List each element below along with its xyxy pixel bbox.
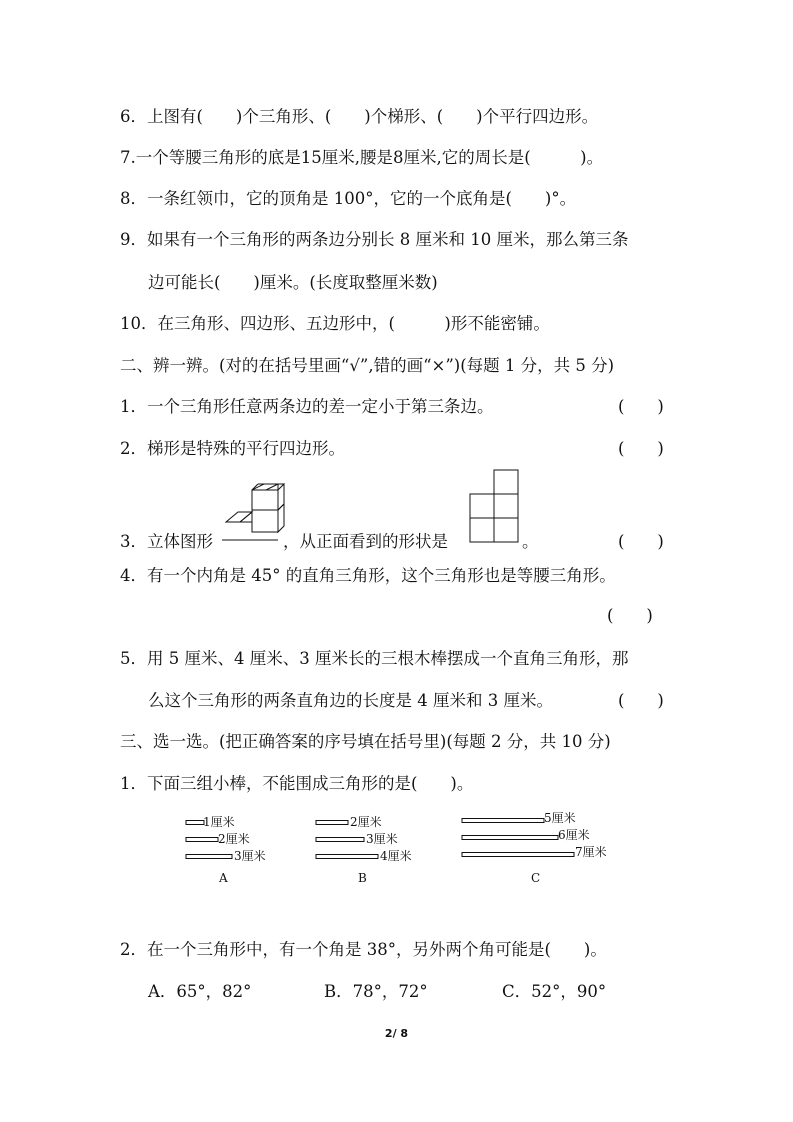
s2-q3-text-part3: 。 [522, 532, 539, 551]
section2-heading: 二、辨一辨。(对的在括号里画“√”,错的画“×”)(每题 1 分，共 5 分) [120, 356, 615, 375]
stick-c3 [462, 852, 578, 858]
stick-a2-label: 2厘米 [218, 832, 250, 846]
stick-c1-label: 5厘米 [544, 811, 576, 825]
q10-text: 10．在三角形、四边形、五边形中，( )形不能密铺。 [120, 314, 550, 333]
stick-group-a-label: A [219, 871, 228, 885]
stick-a3-label: 3厘米 [234, 849, 266, 863]
s2-q2-text: 2．梯形是特殊的平行四边形。 [120, 439, 345, 458]
s2-q1-text: 1．一个三角形任意两条边的差一定小于第三条边。 [120, 397, 494, 416]
q8-text: 8．一条红领巾，它的顶角是 100°，它的一个底角是( )°。 [120, 189, 577, 208]
s2-q5-text-line1: 5．用 5 厘米、4 厘米、3 厘米长的三根木棒摆成一个直角三角形，那 [120, 649, 629, 668]
q7-text: 7.一个等腰三角形的底是15厘米,腰是8厘米,它的周长是( )。 [120, 148, 604, 167]
s3-q2-text: 2．在一个三角形中，有一个角是 38°，另外两个角可能是( )。 [120, 940, 607, 959]
s3-q2-option-b: B．78°，72° [324, 982, 428, 1001]
q6-text: 6．上图有( )个三角形、( )个梯形、( )个平行四边形。 [120, 107, 599, 126]
stick-b1-label: 2厘米 [350, 815, 382, 829]
s2-q3-text-part1: 3．立体图形 [120, 532, 213, 551]
s2-q5-text-line2: 么这个三角形的两条直角边的长度是 4 厘米和 3 厘米。 [148, 691, 553, 710]
stick-a1-label: 1厘米 [203, 815, 235, 829]
s3-q2-option-c: C．52°，90° [502, 982, 607, 1001]
stick-c1 [462, 818, 548, 824]
s2-q4-answer[interactable]: ( ) [607, 606, 653, 625]
s2-q1-answer[interactable]: ( ) [618, 397, 664, 416]
stick-b1 [316, 820, 352, 826]
stick-c2-label: 6厘米 [558, 828, 590, 842]
s2-q3-text-part2: ，从正面看到的形状是 [283, 532, 448, 551]
stick-b2-label: 3厘米 [366, 832, 398, 846]
front-view-figure [470, 469, 530, 549]
stick-a2 [186, 837, 222, 843]
stick-c3-label: 7厘米 [575, 845, 607, 859]
stick-group-b-label: B [358, 871, 367, 885]
s3-q2-option-a: A．65°，82° [148, 982, 252, 1001]
stick-group-c-label: C [531, 871, 541, 885]
s2-q3-answer[interactable]: ( ) [618, 532, 664, 551]
s2-q4-text: 4．有一个内角是 45° 的直角三角形，这个三角形也是等腰三角形。 [120, 566, 616, 585]
stick-b3 [316, 854, 382, 860]
s2-q2-answer[interactable]: ( ) [618, 439, 664, 458]
stick-b3-label: 4厘米 [380, 849, 412, 863]
section3-heading: 三、选一选。(把正确答案的序号填在括号里)(每题 2 分，共 10 分) [120, 732, 611, 751]
stick-a3 [186, 854, 236, 860]
q9-text-line2: 边可能长( )厘米。(长度取整厘米数) [148, 273, 438, 292]
s3-q1-text: 1．下面三组小棒，不能围成三角形的是( )。 [120, 774, 474, 793]
s2-q5-answer[interactable]: ( ) [618, 691, 664, 710]
page-number: 2/ 8 [384, 1027, 409, 1040]
stick-b2 [316, 837, 366, 843]
stick-c2 [462, 835, 562, 841]
q9-text-line1: 9．如果有一个三角形的两条边分别长 8 厘米和 10 厘米，那么第三条 [120, 230, 629, 249]
